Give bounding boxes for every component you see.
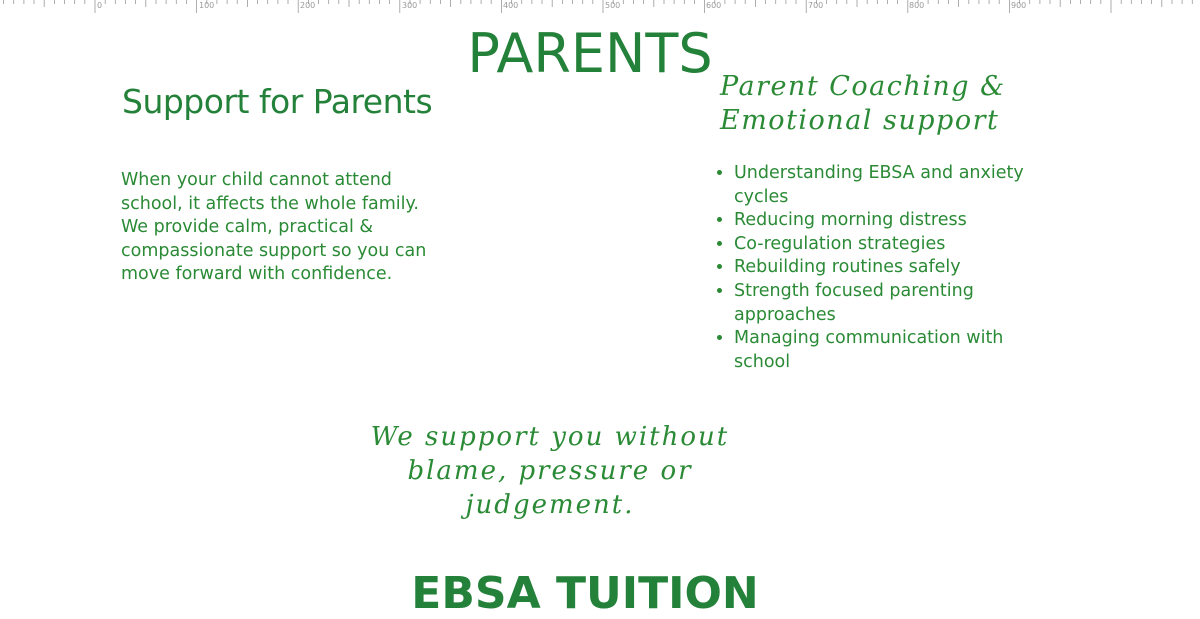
list-item: • Understanding EBSA and anxiety cycles xyxy=(734,162,1034,209)
ruler-label: 300 xyxy=(402,1,418,10)
list-item: • Co-regulation strategies xyxy=(734,233,1034,257)
list-item: • Reducing morning distress xyxy=(734,209,1034,233)
ruler-label: 200 xyxy=(300,1,316,10)
coaching-list xyxy=(716,162,1034,374)
ruler-label: 800 xyxy=(909,1,925,10)
support-description: When your child cannot attend school, it affects the whole family. We provide calm, practical & compassionate support so you can move forward with confidence. xyxy=(121,170,427,285)
ruler-label: 500 xyxy=(605,1,621,10)
ruler-label: 900 xyxy=(1011,1,1027,10)
support-quote: We support you without blame, pressure or judgement. xyxy=(370,422,730,520)
ruler-label: 400 xyxy=(503,1,519,10)
list-item: • Rebuilding routines safely xyxy=(734,256,1034,280)
support-title: Support for Parents xyxy=(122,82,433,121)
next-section-title: EBSA TUITION xyxy=(411,568,759,619)
ruler-label: 0 xyxy=(97,1,103,10)
page-title: PARENTS xyxy=(467,22,713,85)
list-item: • Strength focused parenting approaches xyxy=(734,280,1034,327)
ruler-label: 600 xyxy=(706,1,722,10)
ruler-label: 700 xyxy=(808,1,824,10)
ruler xyxy=(0,0,1200,14)
coaching-title: Parent Coaching & Emotional support xyxy=(720,71,1006,136)
ruler-label: 100 xyxy=(199,1,215,10)
list-item: • Managing communication with school xyxy=(734,327,1034,374)
